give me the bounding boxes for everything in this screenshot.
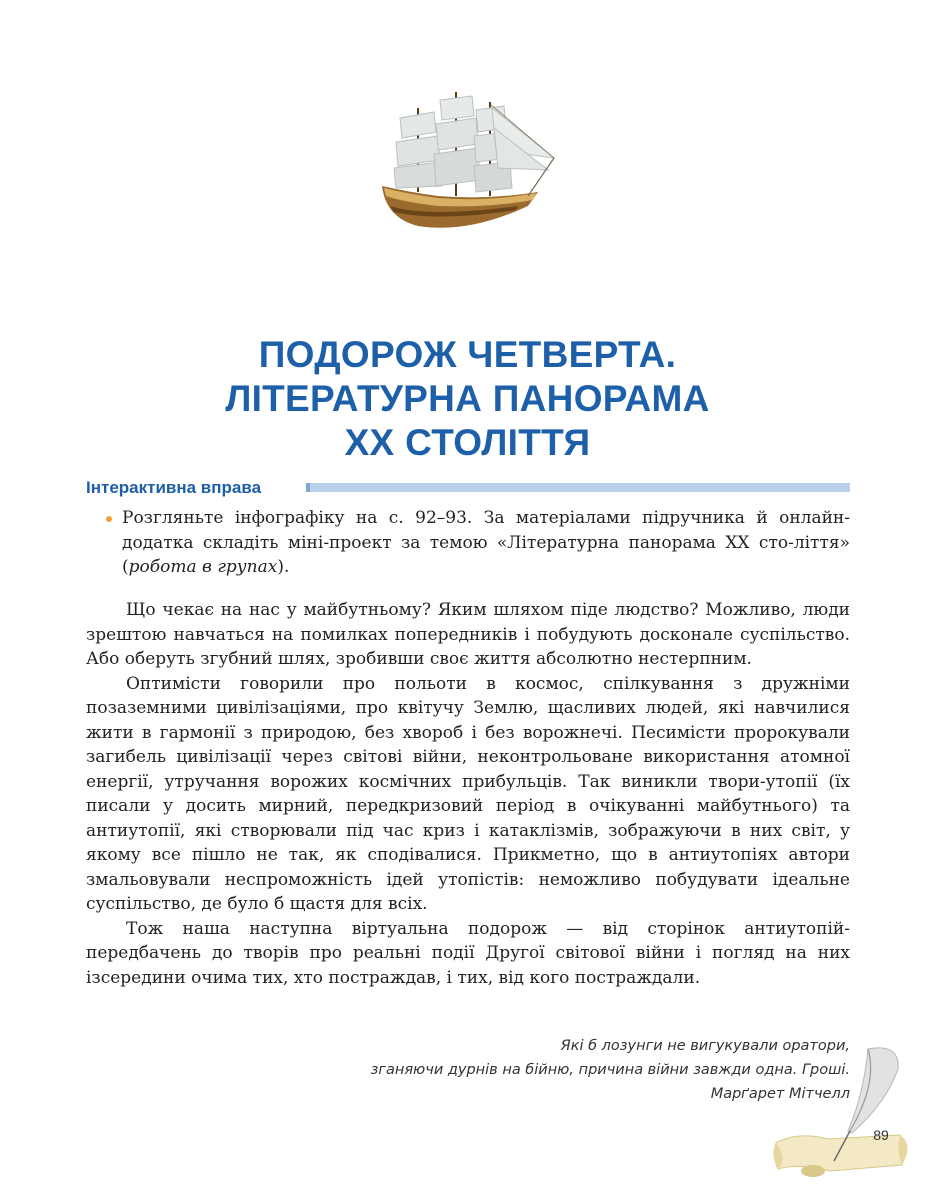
task-text [122, 506, 850, 580]
quill-and-scroll-icon [768, 1043, 918, 1188]
section-divider-bar [306, 483, 850, 492]
bullet-icon [106, 516, 112, 522]
task-item [106, 506, 850, 580]
chapter-title-line-1: ПОДОРОЖ ЧЕТВЕРТА. [258, 334, 677, 375]
task-text-emphasis: робота в групах [128, 557, 278, 577]
task-text-tail: ). [277, 557, 290, 577]
body-text [86, 598, 850, 990]
quote-line-2: зганяючи дурнів на бійню, причина війни завжди одна. Гроші. [370, 1062, 850, 1078]
paragraph: Що чекає на нас у майбутньому? Яким шляхом піде людство? Можливо, люди зрештою навчаться на помилках попередників і побудують досконале суспільство. Або оберуть згубний шлях, зробивши своє життя абсолютно нестерпним. [86, 600, 850, 669]
task-text-main: Розгляньте інфографіку на с. 92–93. За матеріалами підручника й онлайн-додатка складіть міні-проект за темою «Літературна панорама XX сто-ліття» ( [122, 508, 850, 577]
chapter-title-line-3: XX СТОЛІТТЯ [344, 422, 591, 463]
chapter-title-line-2: ЛІТЕРАТУРНА ПАНОРАМА [225, 378, 710, 419]
quote-author: Марґарет Мітчелл [710, 1086, 850, 1102]
chapter-title [0, 333, 935, 465]
section-header [86, 478, 850, 498]
paragraph: Оптимісти говорили про польоти в космос, спілкування з дружніми позаземними цивілізаціями, про квітучу Землю, щасливих людей, які навчилися жити в гармонії з природою, без хвороб і без ворожнечі. Песимісти пророкували загибель цивілізації через світові війни, неконтрольоване використання атомної енергії, утручання ворожих космічних прибульців. Так виникли твори-утопії (їх писали у досить мирний, передкризовий період в очікуванні майбутнього) та антиутопії, які створювали під час криз і катаклізмів, зображуючи в них світ, у якому все пішло не так, як сподівалися. Прикметно, що в антиутопіях автори змальовували неспроможність ідей утопістів: неможливо побудувати ідеальне суспільство, де було б щастя для всіх. [86, 673, 850, 914]
quote-line-1: Які б лозунги не вигукували оратори, [560, 1038, 850, 1054]
section-label: Інтерактивна вправа [86, 478, 262, 497]
paragraph: Тож наша наступна віртуальна подорож — від сторінок антиутопій-передбачень до творів про реальні події Другої світової війни і погляд на них ізсередини очима тих, хто постраждав, і тих, від кого постраждали. [86, 918, 850, 988]
page-number: 89 [873, 1127, 889, 1143]
sailing-ship-image [378, 88, 556, 233]
